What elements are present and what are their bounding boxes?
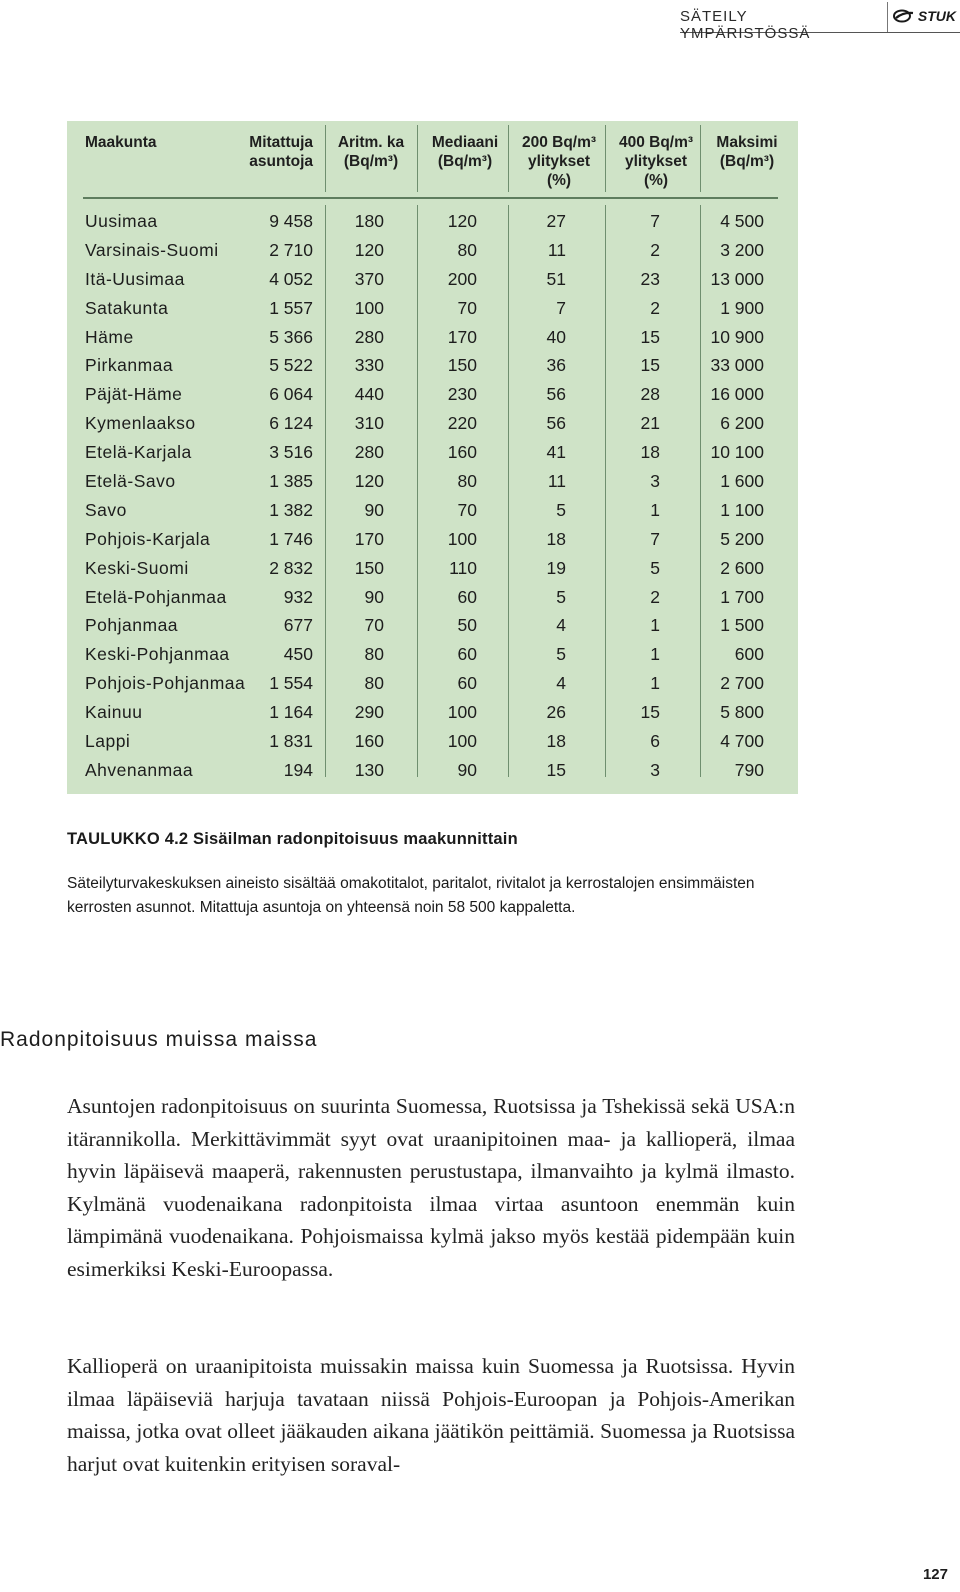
cell-mitattuja: 1 557 [269, 297, 313, 318]
cell-400-ylitykset: 3 [650, 759, 660, 780]
cell-aritm-ka: 440 [354, 384, 384, 405]
cell-mediaani: 200 [447, 268, 477, 289]
cell-mitattuja: 450 [283, 644, 313, 665]
table-body [67, 207, 798, 785]
cell-aritm-ka: 90 [364, 499, 384, 520]
cell-400-ylitykset: 3 [650, 471, 660, 492]
column-divider [417, 125, 418, 192]
column-divider [700, 125, 701, 192]
table-row [67, 236, 798, 265]
running-header-title: SÄTEILY YMPÄRISTÖSSÄ [680, 8, 811, 42]
cell-maakunta: Pohjois-Karjala [85, 528, 211, 549]
table-row [67, 207, 798, 236]
cell-mediaani: 230 [447, 384, 477, 405]
col-header-400-ylitykset: 400 Bq/m³ ylitykset (%) [618, 134, 694, 189]
cell-mitattuja: 3 516 [269, 442, 313, 463]
cell-mitattuja: 1 746 [269, 528, 313, 549]
table-row [67, 756, 798, 785]
cell-aritm-ka: 70 [364, 615, 384, 636]
cell-maksimi: 1 900 [720, 297, 764, 318]
cell-mitattuja: 1 831 [269, 731, 313, 752]
cell-mitattuja: 194 [283, 759, 313, 780]
col-header-mitattuja: Mitattuja asuntoja [249, 134, 313, 170]
cell-mediaani: 100 [447, 731, 477, 752]
cell-400-ylitykset: 2 [650, 297, 660, 318]
cell-maakunta: Varsinais-Suomi [85, 239, 219, 260]
cell-400-ylitykset: 23 [640, 268, 660, 289]
cell-aritm-ka: 120 [354, 471, 384, 492]
table-row [67, 640, 798, 669]
cell-200-ylitykset: 5 [556, 644, 566, 665]
cell-maksimi: 1 100 [720, 499, 764, 520]
cell-aritm-ka: 180 [354, 211, 384, 231]
cell-400-ylitykset: 2 [650, 586, 660, 607]
cell-mediaani: 110 [449, 557, 477, 578]
cell-mediaani: 60 [457, 586, 477, 607]
cell-maakunta: Lappi [85, 731, 131, 752]
cell-aritm-ka: 290 [354, 702, 384, 723]
cell-aritm-ka: 330 [354, 355, 384, 376]
header-divider [887, 2, 888, 32]
cell-mitattuja: 677 [283, 615, 313, 636]
column-divider [508, 125, 509, 192]
cell-400-ylitykset: 15 [640, 355, 660, 376]
cell-200-ylitykset: 40 [546, 326, 566, 347]
cell-maakunta: Kymenlaakso [85, 413, 196, 434]
cell-mitattuja: 932 [283, 586, 313, 607]
cell-mediaani: 170 [447, 326, 477, 347]
cell-aritm-ka: 370 [354, 268, 384, 289]
cell-maksimi: 10 900 [710, 326, 764, 347]
body-paragraph: Asuntojen radonpitoisuus on suurinta Suomessa, Ruotsissa ja Tshekissä sekä USA:n itärannikolla. Merkittävimmät syyt ovat uraanipitoinen maa- ja kallioperä, ilmaa hyvin läpäisevä maaperä, rakennusten perustustapa, ilmanvaihto ja kylmä ilmasto. Kylmänä vuodenaikana radonpitoista ilmaa virtaa asuntoon enemmän kuin lämpimänä vuodenaikana. Pohjoismaissa kylmä jakso myös kestää pidempään kuin esimerkiksi Keski-Euroopassa. [67, 1094, 795, 1281]
cell-200-ylitykset: 18 [546, 731, 566, 752]
body-paragraph: Kallioperä on uraanipitoista muissakin maissa kuin Suomessa ja Ruotsissa. Hyvin ilmaa läpäiseviä harjuja tavataan niissä Pohjois-Euroopan ja Pohjois-Amerikan maissa, jotka ovat olleet jääkauden aikana jäätikön peittämiä. Suomessa ja Ruotsissa harjut ovat kuitenkin erityisen soraval- [67, 1354, 795, 1476]
col-header-mediaani: Mediaani (Bq/m³) [431, 134, 499, 170]
cell-mediaani: 100 [447, 702, 477, 723]
running-header [680, 0, 960, 42]
cell-maksimi: 4 500 [720, 211, 764, 231]
cell-mitattuja: 2 710 [269, 239, 313, 260]
cell-400-ylitykset: 15 [640, 702, 660, 723]
table-row [67, 265, 798, 294]
cell-maksimi: 16 000 [710, 384, 764, 405]
cell-aritm-ka: 280 [354, 326, 384, 347]
cell-400-ylitykset: 1 [650, 644, 660, 665]
table-header [67, 121, 798, 198]
stuk-logo-text: STUK [917, 8, 956, 24]
cell-maksimi: 5 800 [720, 702, 764, 723]
col-header-maakunta: Maakunta [85, 134, 157, 151]
cell-maakunta: Päjät-Häme [85, 384, 183, 405]
page-number: 127 [922, 1566, 948, 1583]
cell-mediaani: 120 [447, 211, 477, 231]
table-row [67, 611, 798, 640]
cell-maakunta: Keski-Suomi [85, 557, 189, 578]
cell-200-ylitykset: 51 [546, 268, 566, 289]
section-heading: Radonpitoisuus muissa maissa [0, 1028, 318, 1051]
cell-aritm-ka: 160 [354, 731, 384, 752]
cell-400-ylitykset: 2 [650, 239, 660, 260]
cell-mediaani: 150 [447, 355, 477, 376]
table-row [67, 554, 798, 583]
cell-maakunta: Pohjois-Pohjanmaa [85, 673, 246, 694]
cell-mediaani: 80 [457, 239, 477, 260]
cell-mitattuja: 1 382 [269, 499, 313, 520]
cell-maksimi: 3 200 [720, 239, 764, 260]
cell-maakunta: Uusimaa [85, 211, 158, 231]
cell-maksimi: 10 100 [710, 442, 764, 463]
cell-mitattuja: 5 366 [269, 326, 313, 347]
cell-aritm-ka: 100 [354, 297, 384, 318]
cell-maksimi: 1 700 [720, 586, 764, 607]
cell-maakunta: Satakunta [85, 297, 169, 318]
col-header-maksimi: Maksimi (Bq/m³) [716, 134, 778, 170]
cell-mediaani: 220 [447, 413, 477, 434]
cell-maakunta: Kainuu [85, 702, 143, 723]
table-row [67, 496, 798, 525]
cell-maakunta: Etelä-Karjala [85, 442, 192, 463]
cell-mitattuja: 1 554 [269, 673, 313, 694]
cell-mitattuja: 9 458 [269, 211, 313, 231]
table-row [67, 294, 798, 323]
cell-200-ylitykset: 36 [546, 355, 566, 376]
cell-400-ylitykset: 5 [650, 557, 660, 578]
cell-maakunta: Keski-Pohjanmaa [85, 644, 230, 665]
cell-mediaani: 60 [457, 673, 477, 694]
cell-200-ylitykset: 41 [546, 442, 566, 463]
cell-200-ylitykset: 7 [556, 297, 566, 318]
cell-200-ylitykset: 19 [546, 557, 566, 578]
table-row [67, 380, 798, 409]
cell-maksimi: 5 200 [720, 528, 764, 549]
cell-maakunta: Etelä-Savo [85, 471, 176, 492]
cell-200-ylitykset: 5 [556, 499, 566, 520]
cell-maksimi: 1 500 [720, 615, 764, 636]
table-row [67, 525, 798, 554]
cell-maakunta: Pirkanmaa [85, 355, 174, 376]
cell-maksimi: 600 [734, 644, 764, 665]
table-row [67, 467, 798, 496]
cell-aritm-ka: 80 [364, 673, 384, 694]
cell-maksimi: 790 [734, 759, 764, 780]
cell-400-ylitykset: 28 [640, 384, 660, 405]
cell-aritm-ka: 150 [354, 557, 384, 578]
cell-400-ylitykset: 1 [650, 499, 660, 520]
stuk-logo [893, 8, 956, 24]
stuk-swoosh-icon [893, 9, 915, 23]
cell-mediaani: 70 [457, 297, 477, 318]
cell-maakunta: Etelä-Pohjanmaa [85, 586, 227, 607]
cell-mitattuja: 1 164 [269, 702, 313, 723]
cell-400-ylitykset: 7 [650, 528, 660, 549]
cell-mitattuja: 4 052 [269, 268, 313, 289]
cell-maksimi: 1 600 [720, 471, 764, 492]
cell-mediaani: 80 [457, 471, 477, 492]
cell-200-ylitykset: 11 [547, 239, 566, 260]
cell-200-ylitykset: 27 [546, 211, 566, 231]
table-row [67, 351, 798, 380]
cell-200-ylitykset: 11 [547, 471, 566, 492]
cell-mitattuja: 5 522 [269, 355, 313, 376]
cell-200-ylitykset: 4 [556, 615, 566, 636]
table-row [67, 323, 798, 352]
cell-aritm-ka: 280 [354, 442, 384, 463]
cell-aritm-ka: 310 [354, 413, 384, 434]
table-row [67, 583, 798, 612]
cell-maksimi: 13 000 [710, 268, 764, 289]
cell-aritm-ka: 80 [364, 644, 384, 665]
cell-400-ylitykset: 1 [650, 615, 660, 636]
cell-mediaani: 50 [457, 615, 477, 636]
cell-200-ylitykset: 56 [546, 384, 566, 405]
cell-maakunta: Pohjanmaa [85, 615, 179, 636]
cell-400-ylitykset: 1 [650, 673, 660, 694]
table-row [67, 409, 798, 438]
cell-mediaani: 90 [457, 759, 477, 780]
cell-400-ylitykset: 7 [650, 211, 660, 231]
cell-aritm-ka: 130 [354, 759, 384, 780]
table-row [67, 438, 798, 467]
table-caption-body: Säteilyturvakeskuksen aineisto sisältää omakotitalot, paritalot, rivitalot ja kerrostalojen ensimmäisten kerrosten asunnot. Mitattuja asuntoja on yhteensä noin 58 500 kappaletta. [67, 875, 755, 916]
cell-mitattuja: 6 064 [269, 384, 313, 405]
cell-400-ylitykset: 15 [640, 326, 660, 347]
cell-maksimi: 4 700 [720, 731, 764, 752]
column-divider [605, 125, 606, 192]
cell-mitattuja: 1 385 [269, 471, 313, 492]
column-divider [325, 125, 326, 192]
table-caption-title: TAULUKKO 4.2 Sisäilman radonpitoisuus maakunnittain [67, 830, 518, 848]
col-header-aritm-ka: Aritm. ka (Bq/m³) [337, 134, 405, 170]
cell-200-ylitykset: 5 [556, 586, 566, 607]
cell-mitattuja: 2 832 [269, 557, 313, 578]
header-rule [83, 197, 778, 199]
cell-mitattuja: 6 124 [269, 413, 313, 434]
cell-maakunta: Savo [85, 499, 127, 520]
table-row [67, 698, 798, 727]
cell-aritm-ka: 90 [364, 586, 384, 607]
cell-aritm-ka: 120 [354, 239, 384, 260]
table-row [67, 669, 798, 698]
radon-table [67, 121, 798, 794]
cell-maksimi: 33 000 [710, 355, 764, 376]
cell-200-ylitykset: 18 [546, 528, 566, 549]
cell-200-ylitykset: 56 [546, 413, 566, 434]
cell-maakunta: Häme [85, 326, 134, 347]
col-header-200-ylitykset: 200 Bq/m³ ylitykset (%) [521, 134, 597, 189]
cell-maksimi: 2 700 [720, 673, 764, 694]
cell-aritm-ka: 170 [354, 528, 384, 549]
cell-200-ylitykset: 15 [546, 759, 566, 780]
cell-maakunta: Itä-Uusimaa [85, 268, 185, 289]
cell-mediaani: 100 [447, 528, 477, 549]
cell-mediaani: 160 [447, 442, 477, 463]
cell-maksimi: 2 600 [720, 557, 764, 578]
cell-400-ylitykset: 21 [640, 413, 660, 434]
cell-200-ylitykset: 26 [546, 702, 566, 723]
cell-400-ylitykset: 6 [650, 731, 660, 752]
cell-400-ylitykset: 18 [640, 442, 660, 463]
cell-mediaani: 60 [457, 644, 477, 665]
cell-mediaani: 70 [457, 499, 477, 520]
cell-maakunta: Ahvenanmaa [85, 759, 194, 780]
cell-200-ylitykset: 4 [556, 673, 566, 694]
cell-maksimi: 6 200 [720, 413, 764, 434]
table-row [67, 727, 798, 756]
